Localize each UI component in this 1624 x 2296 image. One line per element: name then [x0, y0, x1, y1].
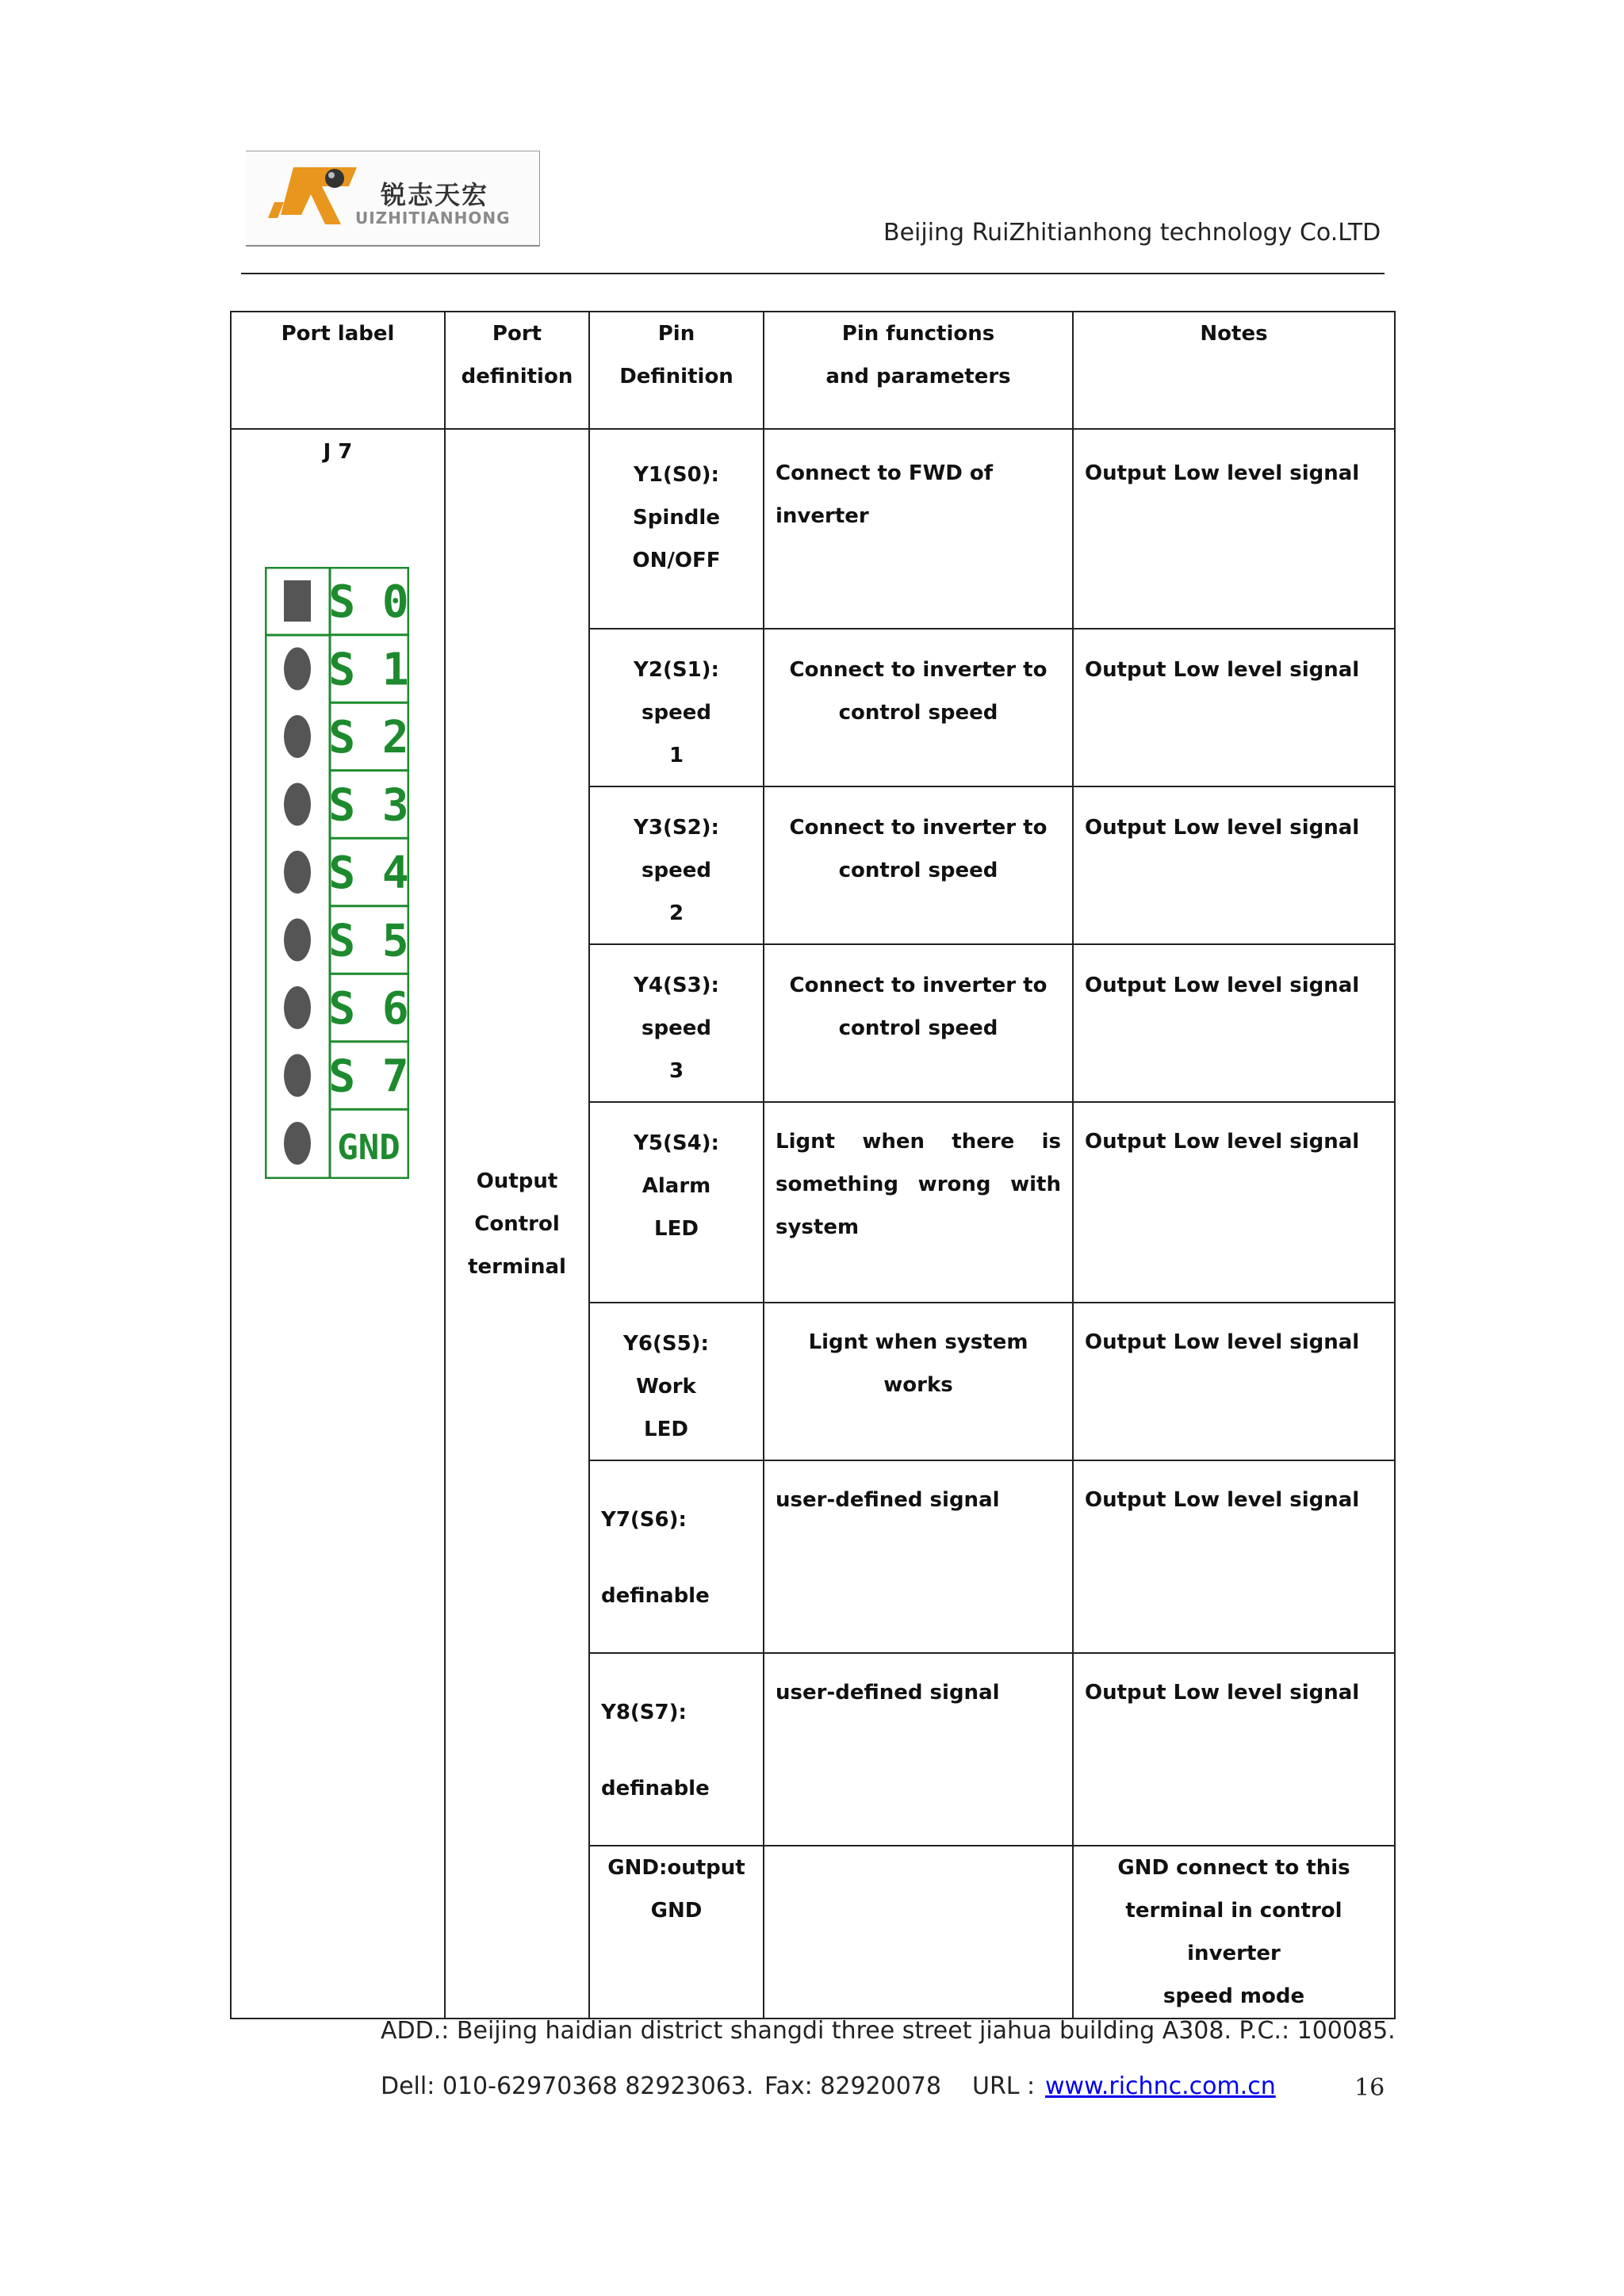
notes-cell: Output Low level signal	[1073, 944, 1395, 1102]
footer-address: ADD.: Beijing haidian district shangdi three street jiahua building A308. P.C.: 100085.	[381, 2017, 1396, 2045]
pin-definition-cell: Y6(S5): Work LED	[589, 1303, 764, 1460]
pin-function-line: something wrong with	[776, 1173, 1061, 1196]
connector-pin-label: S 2	[328, 712, 409, 763]
pin-function-cell	[764, 1102, 1073, 1303]
connector-pin-icon	[284, 1122, 311, 1165]
connector-pin-icon	[284, 648, 311, 691]
pin-definition-cell: Y8(S7): definable	[589, 1653, 764, 1846]
connector-pin-label: S 3	[328, 779, 409, 832]
pin-definition-cell: Y7(S6): definable	[589, 1460, 764, 1653]
pin-function-cell: user-defined signal	[764, 1460, 1073, 1653]
connector-pin-icon	[284, 715, 311, 758]
notes-cell: Output Low level signal	[1073, 629, 1395, 786]
table-header-row	[231, 312, 1395, 429]
pin-definition-cell: Y4(S3): speed 3	[589, 944, 764, 1102]
port-label-cell	[231, 429, 445, 2019]
logo-english-text: UIZHITIANHONG	[355, 209, 511, 228]
connector-pin-icon	[284, 1054, 311, 1097]
port-definition-line: terminal	[468, 1254, 566, 1279]
j7-connector-diagram	[265, 567, 409, 1179]
footer-fax: Fax: 82920078	[764, 2072, 941, 2100]
pin-function-cell: Connect to inverter to control speed	[764, 786, 1073, 944]
footer-phone: Dell: 010-62970368 82923063.	[381, 2072, 754, 2100]
port-label: J 7	[323, 440, 353, 464]
footer-url-label: URL :	[972, 2072, 1036, 2100]
connector-pin-icon	[284, 851, 311, 894]
header-port-label: Port label	[231, 312, 445, 429]
pin-table	[230, 311, 1396, 2019]
connector-pin-label: S 4	[328, 848, 409, 899]
port-definition-line: Control	[474, 1211, 560, 1236]
connector-pin-label: GND	[337, 1127, 400, 1168]
page-number: 16	[1354, 2074, 1385, 2102]
table-row	[231, 429, 1395, 629]
header-notes: Notes	[1073, 312, 1395, 429]
pin-function-line: system	[776, 1215, 860, 1239]
connector-pin-icon	[284, 783, 311, 826]
pin-function-cell: Connect to inverter to control speed	[764, 629, 1073, 786]
notes-cell: Output Low level signal	[1073, 1460, 1395, 1653]
header-divider	[241, 273, 1385, 274]
connector-pin-icon	[284, 919, 311, 962]
header-port-definition: Port definition	[445, 312, 589, 429]
port-definition-cell	[445, 429, 589, 2019]
connector-pin-label: S 0	[328, 576, 409, 628]
pin-function-cell: Lignt when system works	[764, 1303, 1073, 1460]
connector-pin-label: S 7	[328, 1050, 409, 1103]
pin-function-cell	[764, 1846, 1073, 2019]
footer-url-link[interactable]: www.richnc.com.cn	[1045, 2072, 1276, 2100]
pin-definition-cell: Y2(S1): speed 1	[589, 629, 764, 786]
connector-pin-label: S 6	[328, 983, 409, 1035]
connector-pin-icon	[284, 580, 311, 622]
pin-definition-cell: GND:output GND	[589, 1846, 764, 2019]
pin-definition-cell: Y3(S2): speed 2	[589, 786, 764, 944]
company-name: Beijing RuiZhitianhong technology Co.LTD	[883, 219, 1381, 247]
header-pin-functions: Pin functions and parameters	[764, 312, 1073, 429]
notes-cell: Output Low level signal	[1073, 786, 1395, 944]
header-pin-definition: Pin Definition	[589, 312, 764, 429]
port-definition-line: Output	[476, 1169, 558, 1193]
notes-cell: GND connect to this terminal in control inverter speed mode	[1073, 1846, 1395, 2019]
notes-cell: Output Low level signal	[1073, 429, 1395, 629]
company-logo	[246, 151, 540, 247]
pin-definition-cell: Y5(S4): Alarm LED	[589, 1102, 764, 1303]
notes-cell: Output Low level signal	[1073, 1102, 1395, 1303]
pin-function-cell: Connect to FWD of inverter	[764, 429, 1073, 629]
pin-function-line: Lignt when there is	[776, 1130, 1061, 1154]
connector-pin-label: S 5	[328, 915, 409, 967]
pin-definition-cell: Y1(S0): Spindle ON/OFF	[589, 429, 764, 629]
logo-chinese-text: 锐志天宏	[381, 180, 489, 210]
pin-function-cell: user-defined signal	[764, 1653, 1073, 1846]
connector-pin-icon	[284, 986, 311, 1029]
notes-cell: Output Low level signal	[1073, 1653, 1395, 1846]
connector-pin-label: S 1	[328, 644, 409, 696]
notes-cell: Output Low level signal	[1073, 1303, 1395, 1460]
pin-function-cell: Connect to inverter to control speed	[764, 944, 1073, 1102]
